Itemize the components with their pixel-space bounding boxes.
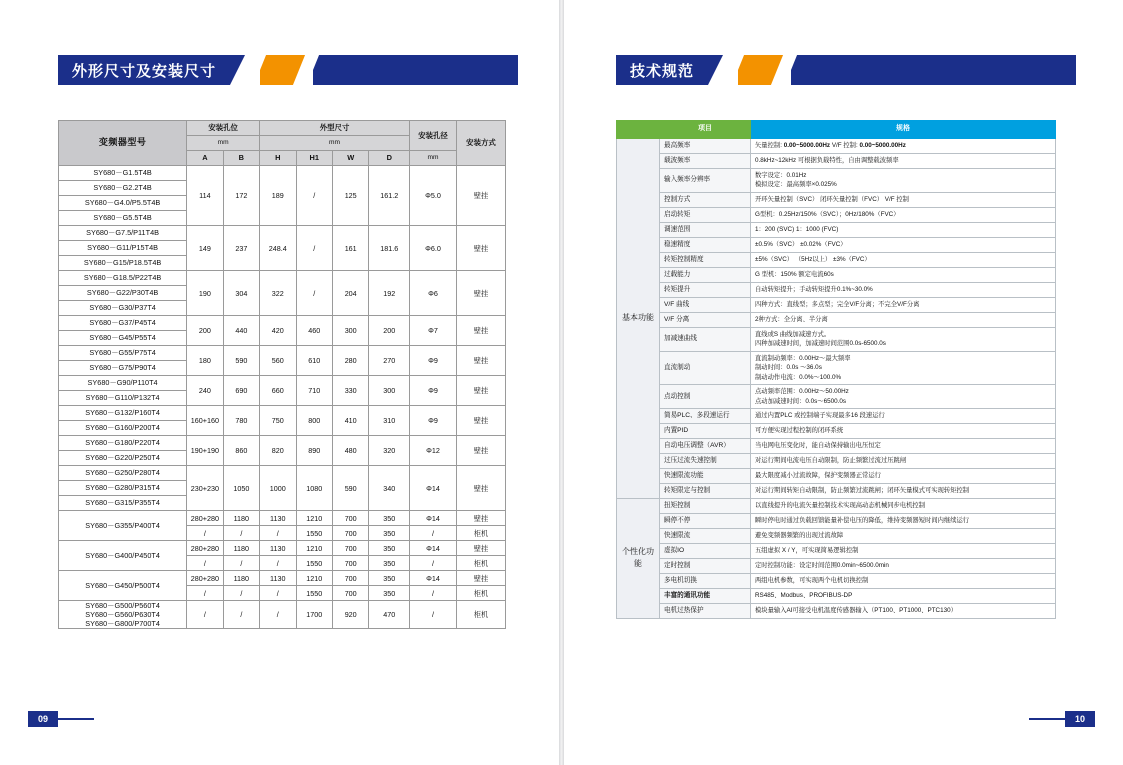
- col-H1: H1: [296, 151, 332, 166]
- table-row: [59, 271, 506, 286]
- cell-W: 700: [332, 571, 368, 586]
- table-row: [617, 385, 1056, 409]
- cell-H: 750: [260, 406, 296, 436]
- cell-model: SY680－G55/P75T4: [59, 346, 187, 361]
- cell-W: 410: [332, 406, 368, 436]
- table-row: [617, 513, 1056, 528]
- table-row: [617, 528, 1056, 543]
- cell-model: SY680－G75/P90T4: [59, 361, 187, 376]
- cell-B: 590: [223, 346, 259, 376]
- spec-item-label: 过压过流失速控制: [660, 453, 751, 468]
- table-row: [59, 346, 506, 361]
- dimension-table-head: [59, 121, 506, 166]
- cell-H1: 800: [296, 406, 332, 436]
- cell-model: SY680－G450/P500T4: [59, 571, 187, 601]
- cell-mount: 壁挂: [456, 346, 505, 376]
- spec-item-label: 过载能力: [660, 267, 751, 282]
- spec-item-label: 多电机切换: [660, 573, 751, 588]
- cell-B: 860: [223, 436, 259, 466]
- table-row: [59, 601, 506, 629]
- cell-model: SY680－G5.5T4B: [59, 211, 187, 226]
- cell-D: 350: [369, 541, 410, 556]
- cell-mount: 柜机: [456, 556, 505, 571]
- spec-value: 模块量输入AI可接受电机温度传感器输入（PT100、PT1000、PTC130）: [751, 603, 1056, 618]
- cell-D: 200: [369, 316, 410, 346]
- cell-dia: Φ7: [410, 316, 457, 346]
- table-row: [617, 453, 1056, 468]
- cell-model: SY680－G90/P110T4: [59, 376, 187, 391]
- cell-A: /: [187, 601, 223, 629]
- spec-desc-head: 规格: [751, 121, 1056, 139]
- spec-value: G 型机：150% 额定电流60s: [751, 267, 1056, 282]
- cell-H: 560: [260, 346, 296, 376]
- table-row: [59, 436, 506, 451]
- cell-D: 181.6: [369, 226, 410, 271]
- cell-A: 280+280: [187, 541, 223, 556]
- cell-mount: 壁挂: [456, 226, 505, 271]
- left-page-header-banner: [58, 55, 518, 85]
- cell-mount: 柜机: [456, 586, 505, 601]
- spec-value: 四种方式：直线型；多点型；完全V/F分离；不完全V/F分离: [751, 297, 1056, 312]
- table-row: [617, 543, 1056, 558]
- dimension-table-body: [59, 166, 506, 629]
- cell-A: 149: [187, 226, 223, 271]
- cell-D: 470: [369, 601, 410, 629]
- cell-H: 1130: [260, 571, 296, 586]
- spec-item-head: 项目: [660, 121, 751, 139]
- col-outer: 外型尺寸: [260, 121, 410, 136]
- cell-H1: /: [296, 226, 332, 271]
- cell-H: 660: [260, 376, 296, 406]
- cell-W: 700: [332, 586, 368, 601]
- spec-item-label: 调速范围: [660, 222, 751, 237]
- cell-model: SY680－G132/P160T4: [59, 406, 187, 421]
- col-hole-unit: mm: [187, 136, 260, 151]
- spec-group-label: 基本功能: [617, 139, 660, 499]
- cell-H: /: [260, 556, 296, 571]
- spec-value: G型机：0.25Hz/150%（SVC）；0Hz/180%（FVC）: [751, 207, 1056, 222]
- cell-model: SY680－G280/P315T4: [59, 481, 187, 496]
- spec-item-label: 快速限流: [660, 528, 751, 543]
- cell-model: SY680－G15/P18.5T4B: [59, 256, 187, 271]
- cell-model: SY680－G500/P560T4 SY680－G560/P630T4 SY680－G800/P700T4: [59, 601, 187, 629]
- table-row: [617, 558, 1056, 573]
- cell-mount: 壁挂: [456, 406, 505, 436]
- cell-model: SY680－G7.5/P11T4B: [59, 226, 187, 241]
- spec-item-label: 简易PLC、多段速运行: [660, 408, 751, 423]
- cell-D: 300: [369, 376, 410, 406]
- cell-H1: 1080: [296, 466, 332, 511]
- spec-item-label: 转矩控制精度: [660, 252, 751, 267]
- cell-dia: Φ9: [410, 346, 457, 376]
- cell-dia: /: [410, 586, 457, 601]
- spec-value: 0.8kHz~12kHz 可根据负载特性，自由调整载波频率: [751, 154, 1056, 169]
- cell-model: SY680－G1.5T4B: [59, 166, 187, 181]
- cell-B: /: [223, 586, 259, 601]
- page-gutter: [559, 0, 564, 765]
- left-page-footer: [28, 711, 94, 727]
- cell-H: 1000: [260, 466, 296, 511]
- cell-model: SY680－G250/P280T4: [59, 466, 187, 481]
- spec-table-body: [617, 139, 1056, 619]
- cell-model: SY680－G180/P220T4: [59, 436, 187, 451]
- table-row: [617, 282, 1056, 297]
- cell-mount: 壁挂: [456, 571, 505, 586]
- spec-item-label: 瞬停不停: [660, 513, 751, 528]
- cell-model: SY680－G160/P200T4: [59, 421, 187, 436]
- dimension-table: [58, 120, 506, 629]
- table-row: [617, 468, 1056, 483]
- table-row: [617, 267, 1056, 282]
- cell-B: 304: [223, 271, 259, 316]
- cell-dia: /: [410, 601, 457, 629]
- cell-A: 190+190: [187, 436, 223, 466]
- table-row: [59, 226, 506, 241]
- spec-group-head: [617, 121, 660, 139]
- cell-B: 1180: [223, 511, 259, 526]
- table-row: [617, 327, 1056, 351]
- table-row: [617, 207, 1056, 222]
- right-page-number: 10: [1065, 711, 1095, 727]
- cell-A: 190: [187, 271, 223, 316]
- spec-item-label: 丰富的通讯功能: [660, 588, 751, 603]
- cell-dia: Φ14: [410, 511, 457, 526]
- spec-item-label: 最高频率: [660, 139, 751, 154]
- spec-item-label: 电机过热保护: [660, 603, 751, 618]
- spec-item-label: 加减速曲线: [660, 327, 751, 351]
- cell-mount: 壁挂: [456, 436, 505, 466]
- cell-D: 350: [369, 511, 410, 526]
- cell-A: 240: [187, 376, 223, 406]
- col-D: D: [369, 151, 410, 166]
- cell-W: 280: [332, 346, 368, 376]
- cell-A: 280+280: [187, 511, 223, 526]
- cell-mount: 壁挂: [456, 376, 505, 406]
- cell-D: 350: [369, 556, 410, 571]
- cell-H1: 1550: [296, 556, 332, 571]
- cell-B: 440: [223, 316, 259, 346]
- table-row: [617, 139, 1056, 154]
- cell-B: /: [223, 556, 259, 571]
- cell-dia: /: [410, 526, 457, 541]
- cell-model: SY680－G11/P15T4B: [59, 241, 187, 256]
- spec-item-label: 载波频率: [660, 154, 751, 169]
- spec-item-label: 扭矩控制: [660, 498, 751, 513]
- cell-dia: Φ6.0: [410, 226, 457, 271]
- cell-mount: 壁挂: [456, 166, 505, 226]
- cell-D: 192: [369, 271, 410, 316]
- table-row: [617, 312, 1056, 327]
- cell-model: SY680－G220/P250T4: [59, 451, 187, 466]
- table-row: [59, 406, 506, 421]
- spec-value: 以直线提升的电流矢量控制技术实现高动态机械同步电机控制: [751, 498, 1056, 513]
- cell-B: 1050: [223, 466, 259, 511]
- cell-B: 780: [223, 406, 259, 436]
- cell-H: 820: [260, 436, 296, 466]
- cell-D: 350: [369, 526, 410, 541]
- col-model: 变频器型号: [59, 121, 187, 166]
- cell-D: 340: [369, 466, 410, 511]
- table-row: [617, 408, 1056, 423]
- cell-A: 230+230: [187, 466, 223, 511]
- cell-D: 350: [369, 586, 410, 601]
- table-row: [59, 316, 506, 331]
- cell-H: /: [260, 601, 296, 629]
- spec-table: [616, 120, 1056, 619]
- cell-A: 180: [187, 346, 223, 376]
- footer-bar-left: [58, 718, 94, 720]
- right-page-title: 技术规范: [616, 55, 708, 85]
- cell-dia: Φ5.0: [410, 166, 457, 226]
- cell-H: 248.4: [260, 226, 296, 271]
- spec-value: 点动频率范围：0.00Hz～50.00Hz 点动加减速时间：0.0s～6500.0s: [751, 385, 1056, 409]
- cell-A: /: [187, 526, 223, 541]
- spec-value: 通过内置PLC 或控制端子实现最多16 段速运行: [751, 408, 1056, 423]
- table-row: [617, 603, 1056, 618]
- left-page-number: 09: [28, 711, 58, 727]
- table-row: [617, 252, 1056, 267]
- cell-A: 160+160: [187, 406, 223, 436]
- spec-value: ±5%（SVC） （5Hz以上） ±3%（FVC）: [751, 252, 1056, 267]
- spec-value: 五组虚拟 X / Y，可实现简易逻辑控制: [751, 543, 1056, 558]
- cell-dia: Φ14: [410, 466, 457, 511]
- table-row: [617, 169, 1056, 193]
- spec-value: 最大限度减小过流故障，保护变频器正常运行: [751, 468, 1056, 483]
- cell-H1: 610: [296, 346, 332, 376]
- cell-D: 270: [369, 346, 410, 376]
- cell-mount: 壁挂: [456, 466, 505, 511]
- cell-B: /: [223, 526, 259, 541]
- cell-H1: /: [296, 166, 332, 226]
- cell-W: 161: [332, 226, 368, 271]
- cell-H1: 710: [296, 376, 332, 406]
- table-row: [617, 483, 1056, 498]
- cell-mount: 壁挂: [456, 541, 505, 556]
- cell-dia: /: [410, 556, 457, 571]
- cell-W: 700: [332, 556, 368, 571]
- cell-H1: 890: [296, 436, 332, 466]
- spec-value: 两组电机参数，可实现两个电机切换控制: [751, 573, 1056, 588]
- spec-item-label: V/F 分离: [660, 312, 751, 327]
- cell-model: SY680－G45/P55T4: [59, 331, 187, 346]
- cell-B: 1180: [223, 541, 259, 556]
- cell-H1: 1550: [296, 526, 332, 541]
- col-H: H: [260, 151, 296, 166]
- cell-W: 700: [332, 511, 368, 526]
- cell-A: 200: [187, 316, 223, 346]
- table-row: [617, 297, 1056, 312]
- cell-W: 700: [332, 526, 368, 541]
- cell-dia: Φ6: [410, 271, 457, 316]
- cell-B: /: [223, 601, 259, 629]
- cell-A: 114: [187, 166, 223, 226]
- table-row: [617, 573, 1056, 588]
- spec-group-label: 个性化功能: [617, 498, 660, 618]
- cell-H: /: [260, 526, 296, 541]
- cell-model: SY680－G110/P132T4: [59, 391, 187, 406]
- spec-item-label: 快速限流功能: [660, 468, 751, 483]
- spec-value: 定时控制功能：设定时间范围0.0min~6500.0min: [751, 558, 1056, 573]
- spec-item-label: V/F 曲线: [660, 297, 751, 312]
- cell-W: 204: [332, 271, 368, 316]
- cell-model: SY680－G355/P400T4: [59, 511, 187, 541]
- cell-dia: Φ14: [410, 571, 457, 586]
- spec-item-label: 输入频率分辨率: [660, 169, 751, 193]
- spec-value: ±0.5%（SVC） ±0.02%（FVC）: [751, 237, 1056, 252]
- cell-model: SY680－G2.2T4B: [59, 181, 187, 196]
- cell-H1: 1210: [296, 571, 332, 586]
- cell-D: 310: [369, 406, 410, 436]
- spec-value: 对运行期间转矩自动限制，防止频繁过流跳闸；闭环矢量模式可实现转矩控制: [751, 483, 1056, 498]
- left-page-title: 外形尺寸及安装尺寸: [58, 55, 230, 85]
- spec-value: 矢量控制: 0.00~5000.00Hz V/F 控制: 0.00~5000.00Hz: [751, 139, 1056, 154]
- cell-H1: 1700: [296, 601, 332, 629]
- table-row: [59, 466, 506, 481]
- cell-H1: 1550: [296, 586, 332, 601]
- spec-value: 可方便实现过程控制的闭环系统: [751, 423, 1056, 438]
- spec-value: 避免变频器频繁的出现过流故障: [751, 528, 1056, 543]
- cell-H: 322: [260, 271, 296, 316]
- spec-table-head: [617, 121, 1056, 139]
- cell-model: SY680－G400/P450T4: [59, 541, 187, 571]
- spec-item-label: 控制方式: [660, 192, 751, 207]
- col-W: W: [332, 151, 368, 166]
- cell-A: /: [187, 586, 223, 601]
- table-row: [59, 511, 506, 526]
- spec-value: RS485、Modbus、PROFIBUS-DP: [751, 588, 1056, 603]
- cell-B: 1180: [223, 571, 259, 586]
- spec-value: 开环矢量控制（SVC） 闭环矢量控制（FVC） V/F 控制: [751, 192, 1056, 207]
- table-row: [59, 571, 506, 586]
- cell-mount: 柜机: [456, 526, 505, 541]
- cell-model: SY680－G315/P355T4: [59, 496, 187, 511]
- right-page-header-banner: [616, 55, 1076, 85]
- cell-B: 237: [223, 226, 259, 271]
- spec-value: 直流制动频率：0.00Hz～最大频率 制动时间：0.0s ～36.0s 制动动作电流：0.0%～100.0%: [751, 351, 1056, 384]
- cell-D: 320: [369, 436, 410, 466]
- col-mount: 安装方式: [456, 121, 505, 166]
- cell-D: 350: [369, 571, 410, 586]
- cell-W: 590: [332, 466, 368, 511]
- table-row: [617, 438, 1056, 453]
- table-row: [617, 237, 1056, 252]
- spec-item-label: 转矩限定与控制: [660, 483, 751, 498]
- col-outer-unit: mm: [260, 136, 410, 151]
- spec-value: 瞬时停电时通过负载回馈能量补偿电压的降低，维持变频器短时间内继续运行: [751, 513, 1056, 528]
- col-hole: 安装孔位: [187, 121, 260, 136]
- cell-H1: 1210: [296, 541, 332, 556]
- banner-tail-right: [791, 55, 1076, 85]
- col-A: A: [187, 151, 223, 166]
- cell-W: 920: [332, 601, 368, 629]
- spec-item-label: 稳速精度: [660, 237, 751, 252]
- cell-dia: Φ9: [410, 376, 457, 406]
- spec-value: 2种方式：全分离、半分离: [751, 312, 1056, 327]
- table-row: [59, 376, 506, 391]
- cell-model: SY680－G30/P37T4: [59, 301, 187, 316]
- spec-item-label: 自动电压调整（AVR）: [660, 438, 751, 453]
- cell-dia: Φ14: [410, 541, 457, 556]
- spec-value: 数字设定：0.01Hz 模拟设定：最高频率×0.025%: [751, 169, 1056, 193]
- banner-tail-left: [313, 55, 518, 85]
- cell-dia: Φ9: [410, 406, 457, 436]
- cell-D: 161.2: [369, 166, 410, 226]
- cell-B: 172: [223, 166, 259, 226]
- table-row: [617, 351, 1056, 384]
- table-row: [617, 588, 1056, 603]
- cell-A: /: [187, 556, 223, 571]
- spec-value: 对运行期间电流电压自动限制，防止频繁过流过压跳闸: [751, 453, 1056, 468]
- cell-H: 1130: [260, 511, 296, 526]
- spec-item-label: 点动控制: [660, 385, 751, 409]
- cell-H1: 460: [296, 316, 332, 346]
- col-dia-unit: mm: [410, 151, 457, 166]
- table-row: [617, 154, 1056, 169]
- cell-model: SY680－G37/P45T4: [59, 316, 187, 331]
- spec-value: 自动转矩提升；手动转矩提升0.1%~30.0%: [751, 282, 1056, 297]
- spec-value: 直线或S 曲线加减速方式。 四种加减速时间，加减速时间范围0.0s-6500.0s: [751, 327, 1056, 351]
- cell-H: 189: [260, 166, 296, 226]
- spec-item-label: 启动转矩: [660, 207, 751, 222]
- cell-W: 330: [332, 376, 368, 406]
- cell-model: SY680－G4.0/P5.5T4B: [59, 196, 187, 211]
- cell-A: 280+280: [187, 571, 223, 586]
- table-row: [617, 192, 1056, 207]
- col-B: B: [223, 151, 259, 166]
- table-row: [617, 222, 1056, 237]
- cell-H: 420: [260, 316, 296, 346]
- cell-H1: /: [296, 271, 332, 316]
- spec-item-label: 直流制动: [660, 351, 751, 384]
- spec-item-label: 定时控制: [660, 558, 751, 573]
- cell-W: 480: [332, 436, 368, 466]
- cell-H: 1130: [260, 541, 296, 556]
- spec-item-label: 虚拟IO: [660, 543, 751, 558]
- spec-item-label: 转矩提升: [660, 282, 751, 297]
- cell-H1: 1210: [296, 511, 332, 526]
- col-dia: 安装孔径: [410, 121, 457, 151]
- cell-W: 700: [332, 541, 368, 556]
- cell-mount: 壁挂: [456, 271, 505, 316]
- table-row: [59, 166, 506, 181]
- cell-model: SY680－G22/P30T4B: [59, 286, 187, 301]
- cell-model: SY680－G18.5/P22T4B: [59, 271, 187, 286]
- cell-mount: 壁挂: [456, 316, 505, 346]
- cell-W: 125: [332, 166, 368, 226]
- cell-B: 690: [223, 376, 259, 406]
- cell-W: 300: [332, 316, 368, 346]
- cell-mount: 壁挂: [456, 511, 505, 526]
- cell-H: /: [260, 586, 296, 601]
- spec-value: 1：200 (SVC) 1：1000 (FVC): [751, 222, 1056, 237]
- spec-item-label: 内置PID: [660, 423, 751, 438]
- table-row: [617, 423, 1056, 438]
- cell-mount: 柜机: [456, 601, 505, 629]
- spec-value: 当电网电压变化时，能自动保持输出电压恒定: [751, 438, 1056, 453]
- cell-dia: Φ12: [410, 436, 457, 466]
- right-page-footer: [1029, 711, 1095, 727]
- table-row: [617, 498, 1056, 513]
- footer-bar-right: [1029, 718, 1065, 720]
- table-row: [59, 541, 506, 556]
